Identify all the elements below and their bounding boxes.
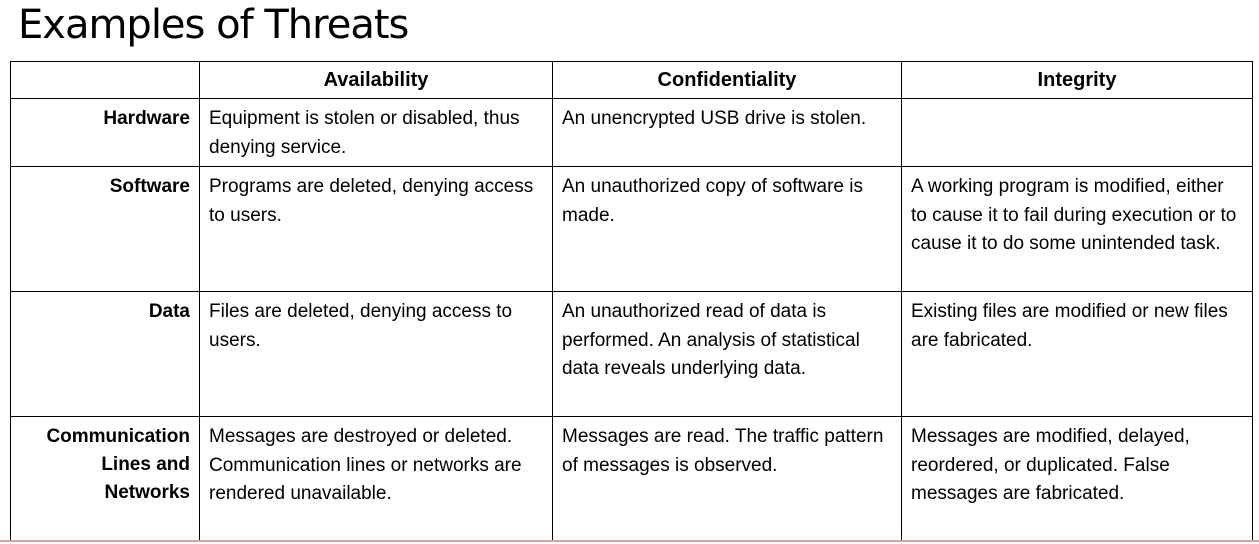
cell-software-integrity: A working program is modified, either to cause it to fail during execution or to cause it to do some unintended task. (902, 167, 1253, 292)
cell-communication-confidentiality: Messages are read. The traffic pattern of messages is observed. (553, 417, 902, 542)
cell-communication-integrity: Messages are modified, delayed, reordered, or duplicated. False messages are fabricated. (902, 417, 1253, 542)
row-header-hardware: Hardware (11, 99, 200, 167)
cell-data-integrity: Existing files are modified or new files are fabricated. (902, 292, 1253, 417)
cell-hardware-confidentiality: An unencrypted USB drive is stolen. (553, 99, 902, 167)
cell-software-availability: Programs are deleted, denying access to users. (200, 167, 553, 292)
threats-table (10, 61, 1253, 542)
cell-hardware-availability: Equipment is stolen or disabled, thus denying service. (200, 99, 553, 167)
table-row-data (11, 292, 1253, 417)
table-header-row (11, 62, 1253, 99)
bottom-divider (0, 540, 1259, 542)
table-row-hardware (11, 99, 1253, 167)
row-header-data: Data (11, 292, 200, 417)
page-title: Examples of Threats (18, 2, 409, 48)
column-header-confidentiality: Confidentiality (553, 62, 902, 99)
cell-software-confidentiality: An unauthorized copy of software is made. (553, 167, 902, 292)
cell-data-confidentiality: An unauthorized read of data is performed. An analysis of statistical data reveals underlying data. (553, 292, 902, 417)
cell-hardware-integrity (902, 99, 1253, 167)
row-header-software: Software (11, 167, 200, 292)
cell-data-availability: Files are deleted, denying access to users. (200, 292, 553, 417)
cell-communication-availability: Messages are destroyed or deleted. Communication lines or networks are rendered unavailable. (200, 417, 553, 542)
column-header-integrity: Integrity (902, 62, 1253, 99)
table-row-software (11, 167, 1253, 292)
row-header-communication: Communication Lines and Networks (11, 417, 200, 542)
corner-header-cell (11, 62, 200, 99)
column-header-availability: Availability (200, 62, 553, 99)
table-row-communication (11, 417, 1253, 542)
